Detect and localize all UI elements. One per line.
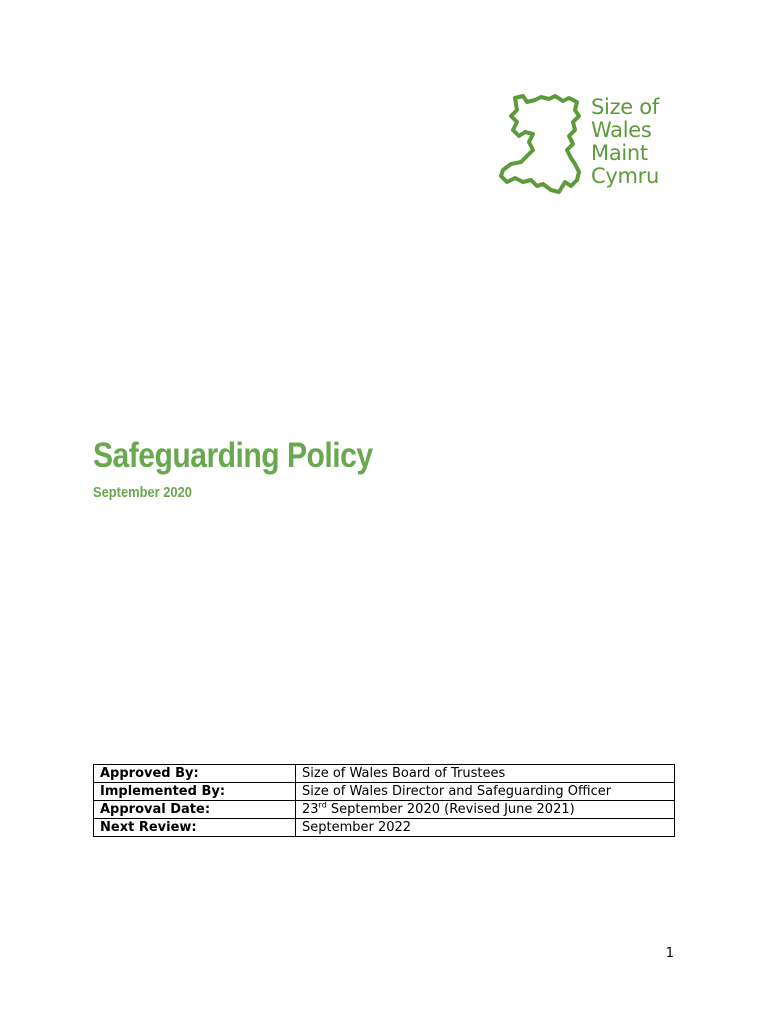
approved-by-value: Size of Wales Board of Trustees [296, 765, 675, 783]
logo-wordmark [591, 96, 659, 188]
approval-date-day: 23 [302, 802, 319, 817]
page-number: 1 [665, 946, 674, 961]
approval-date-rest: September 2020 (Revised June 2021) [326, 802, 575, 817]
approved-by-label: Approved By: [94, 765, 296, 783]
logo-line-1: Size of [591, 95, 659, 119]
logo-line-3: Maint [591, 141, 648, 165]
logo-line-4: Cymru [591, 164, 659, 188]
table-row [94, 819, 675, 837]
table-row [94, 801, 675, 819]
implemented-by-label: Implemented By: [94, 783, 296, 801]
logo-line-2: Wales [591, 118, 652, 142]
document-title: Safeguarding Policy [93, 436, 373, 475]
wales-outline-icon [493, 92, 585, 198]
approval-date-value [296, 801, 675, 819]
next-review-value: September 2022 [296, 819, 675, 837]
approval-table [93, 764, 675, 837]
table-row [94, 765, 675, 783]
approval-date-ordinal: rd [318, 800, 327, 810]
table-row [94, 783, 675, 801]
next-review-label: Next Review: [94, 819, 296, 837]
document-date: September 2020 [93, 484, 192, 501]
implemented-by-value: Size of Wales Director and Safeguarding Officer [296, 783, 675, 801]
approval-date-label: Approval Date: [94, 801, 296, 819]
logo [493, 92, 673, 198]
